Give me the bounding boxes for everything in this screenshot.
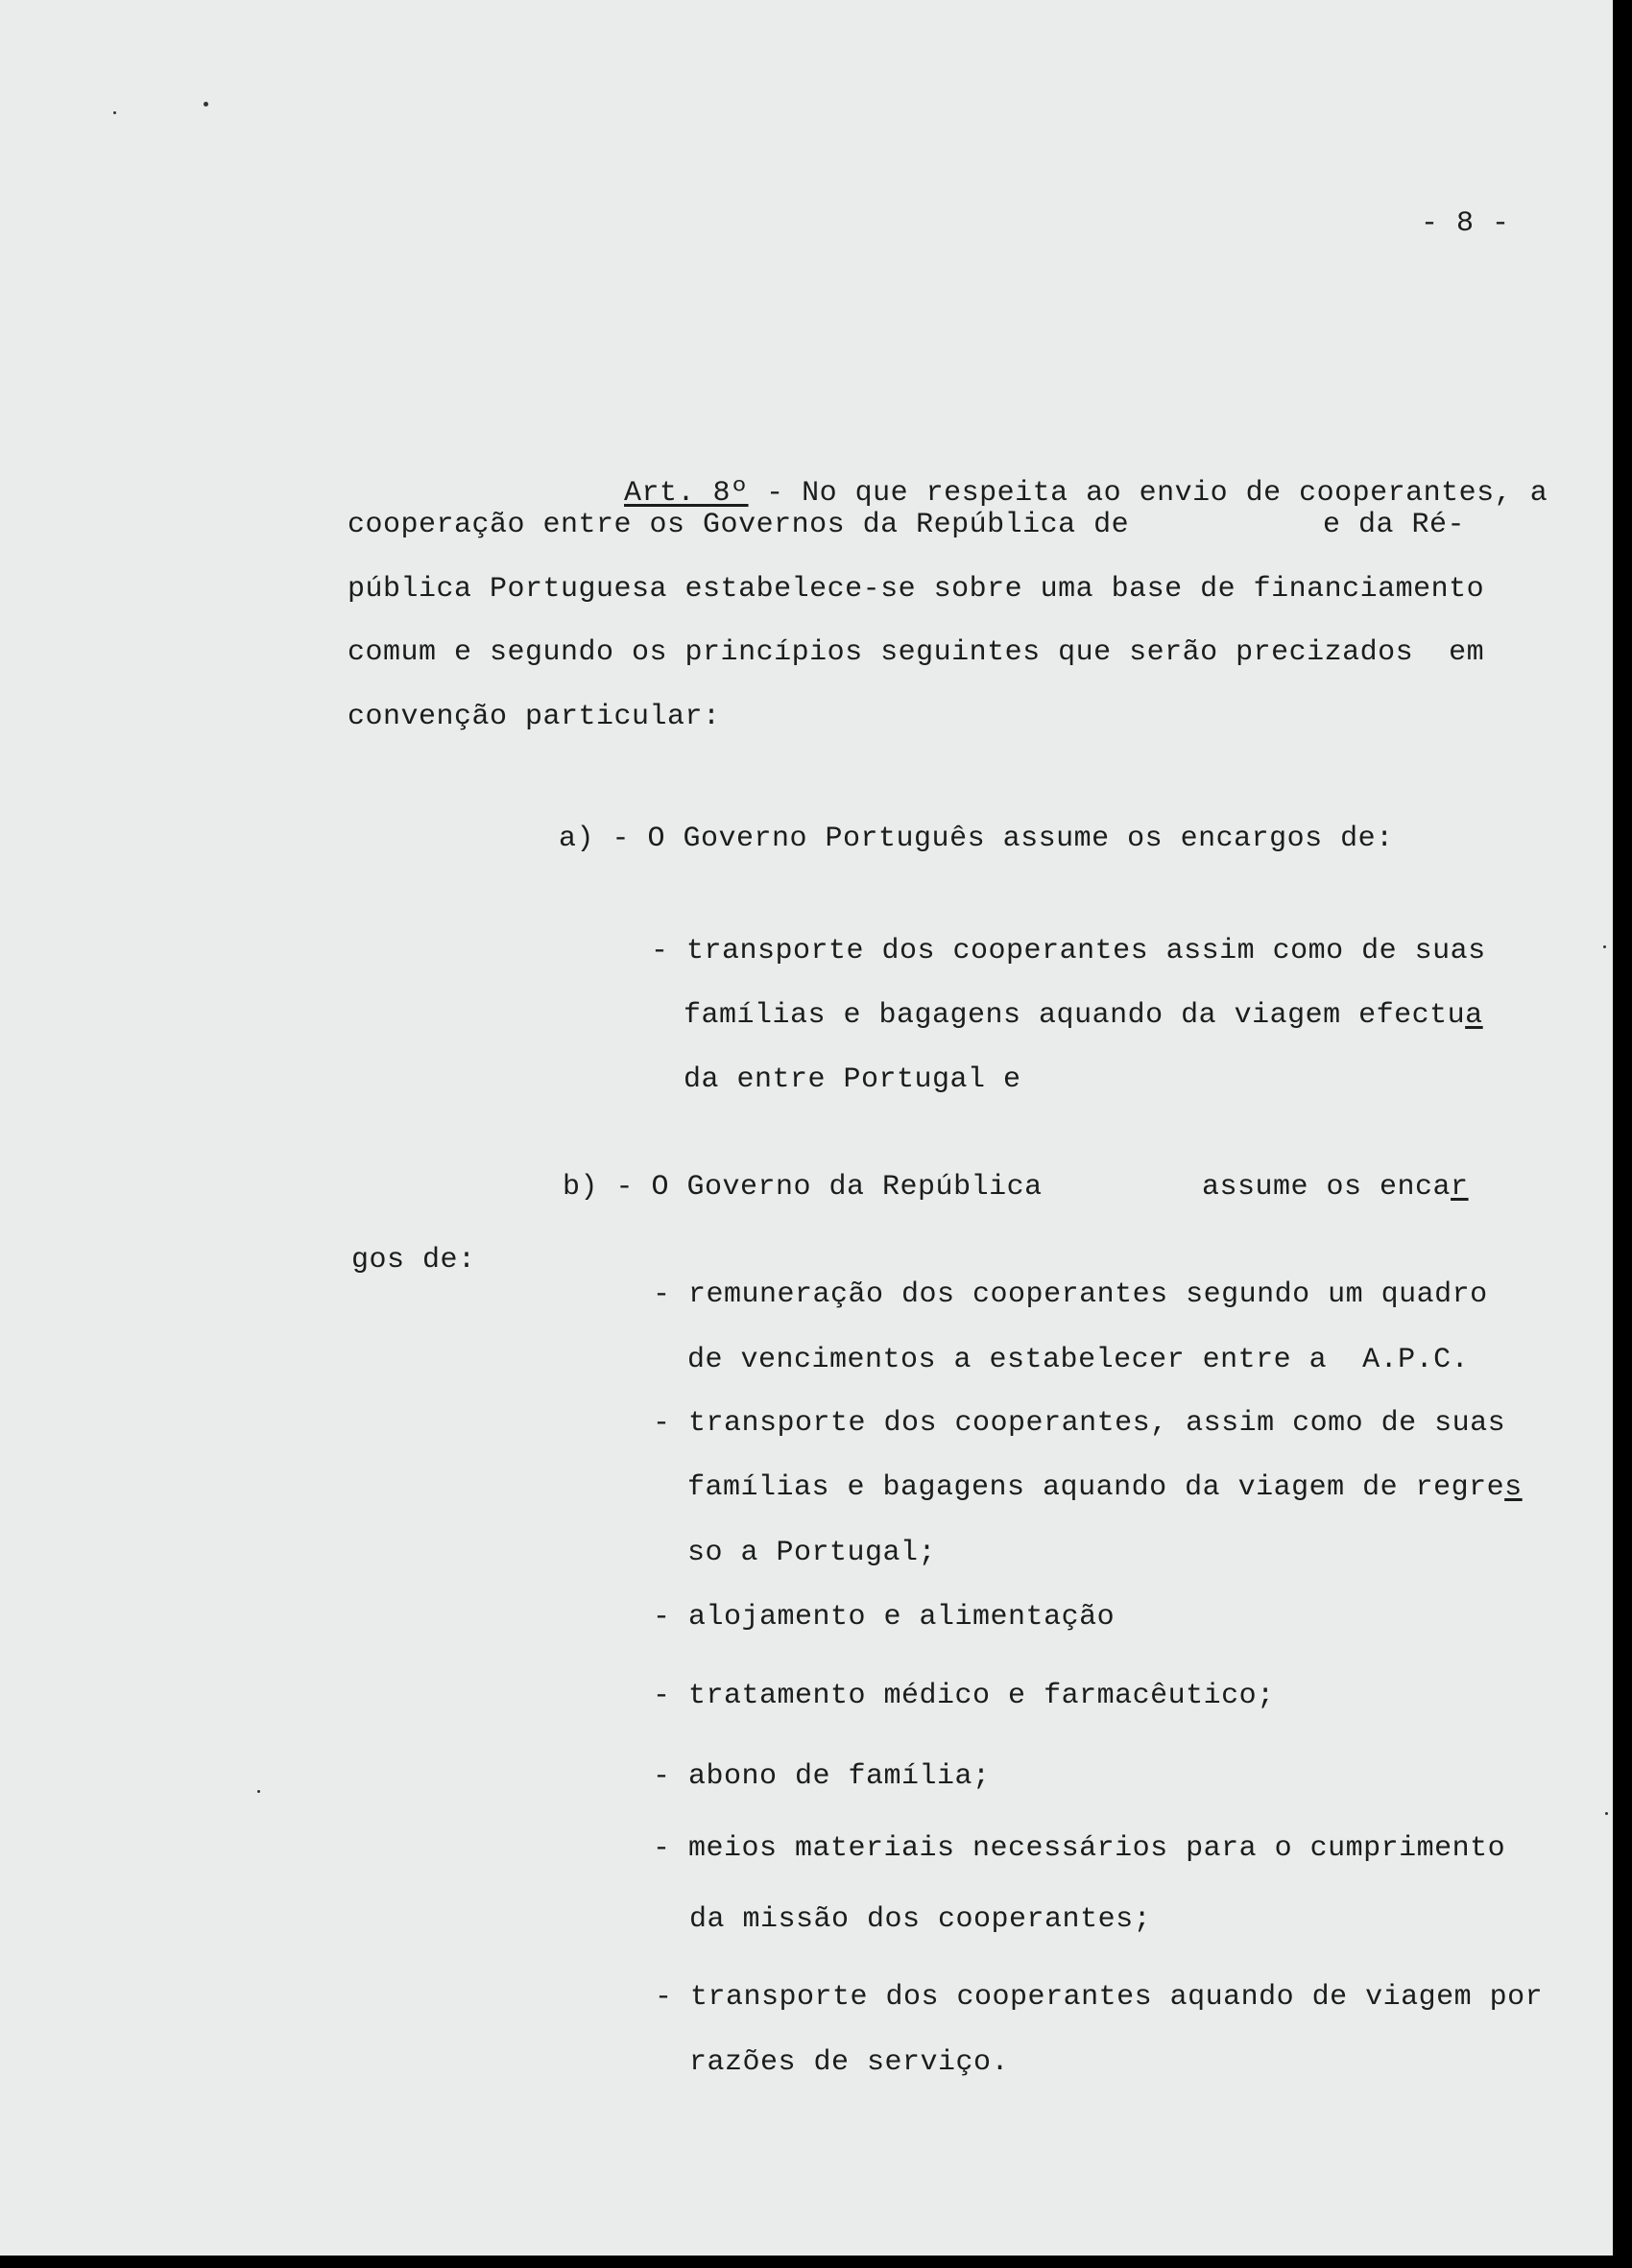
list-item: da entre Portugal e — [684, 1063, 1021, 1096]
article-intro-text: - No que respeita ao envio de cooperantes, a — [766, 477, 1548, 510]
list-item: - transporte dos cooperantes assim como de suas — [651, 935, 1486, 967]
list-item: famílias e bagagens aquando da viagem de regres — [687, 1471, 1523, 1504]
list-item: - remuneração dos cooperantes segundo um quadro — [653, 1278, 1488, 1311]
list-item: de vencimentos a estabelecer entre a A.P.C. — [687, 1344, 1470, 1376]
list-item: - tratamento médico e farmacêutico; — [653, 1680, 1275, 1712]
ink-speck — [1603, 945, 1606, 948]
body-line: convenção particular: — [348, 701, 721, 733]
ink-speck — [1605, 1812, 1608, 1815]
list-item: famílias e bagagens aquando da viagem efectua — [684, 999, 1483, 1032]
list-item: - transporte dos cooperantes aquando de viagem por — [655, 1981, 1544, 2014]
section-b-heading: b) - O Governo da República — [563, 1171, 1043, 1204]
section-a-heading: a) - O Governo Português assume os encargos de: — [559, 823, 1394, 855]
body-line: e da Ré- — [1323, 509, 1466, 541]
ink-speck — [204, 102, 208, 107]
list-item: razões de serviço. — [689, 2046, 1010, 2079]
list-item: - abono de família; — [653, 1760, 991, 1793]
section-b-heading-cont: gos de: — [351, 1244, 476, 1277]
list-item: - meios materiais necessários para o cumprimento — [653, 1832, 1506, 1865]
section-b-heading-tail: assume os encar — [1202, 1171, 1469, 1204]
article-heading: Art. 8º — [624, 477, 749, 510]
list-item: so a Portugal; — [687, 1537, 937, 1569]
list-item: - alojamento e alimentação — [653, 1601, 1116, 1634]
ink-speck — [257, 1790, 260, 1793]
ink-speck — [113, 111, 116, 114]
list-item: - transporte dos cooperantes, assim como de suas — [653, 1407, 1506, 1440]
body-line: cooperação entre os Governos da República de — [348, 509, 1130, 541]
body-line: pública Portuguesa estabelece-se sobre uma base de financiamento — [348, 573, 1485, 606]
list-item: da missão dos cooperantes; — [689, 1903, 1152, 1936]
body-line: comum e segundo os princípios seguintes que serão precizados em — [348, 636, 1485, 669]
page-number: - 8 - — [1421, 207, 1510, 240]
